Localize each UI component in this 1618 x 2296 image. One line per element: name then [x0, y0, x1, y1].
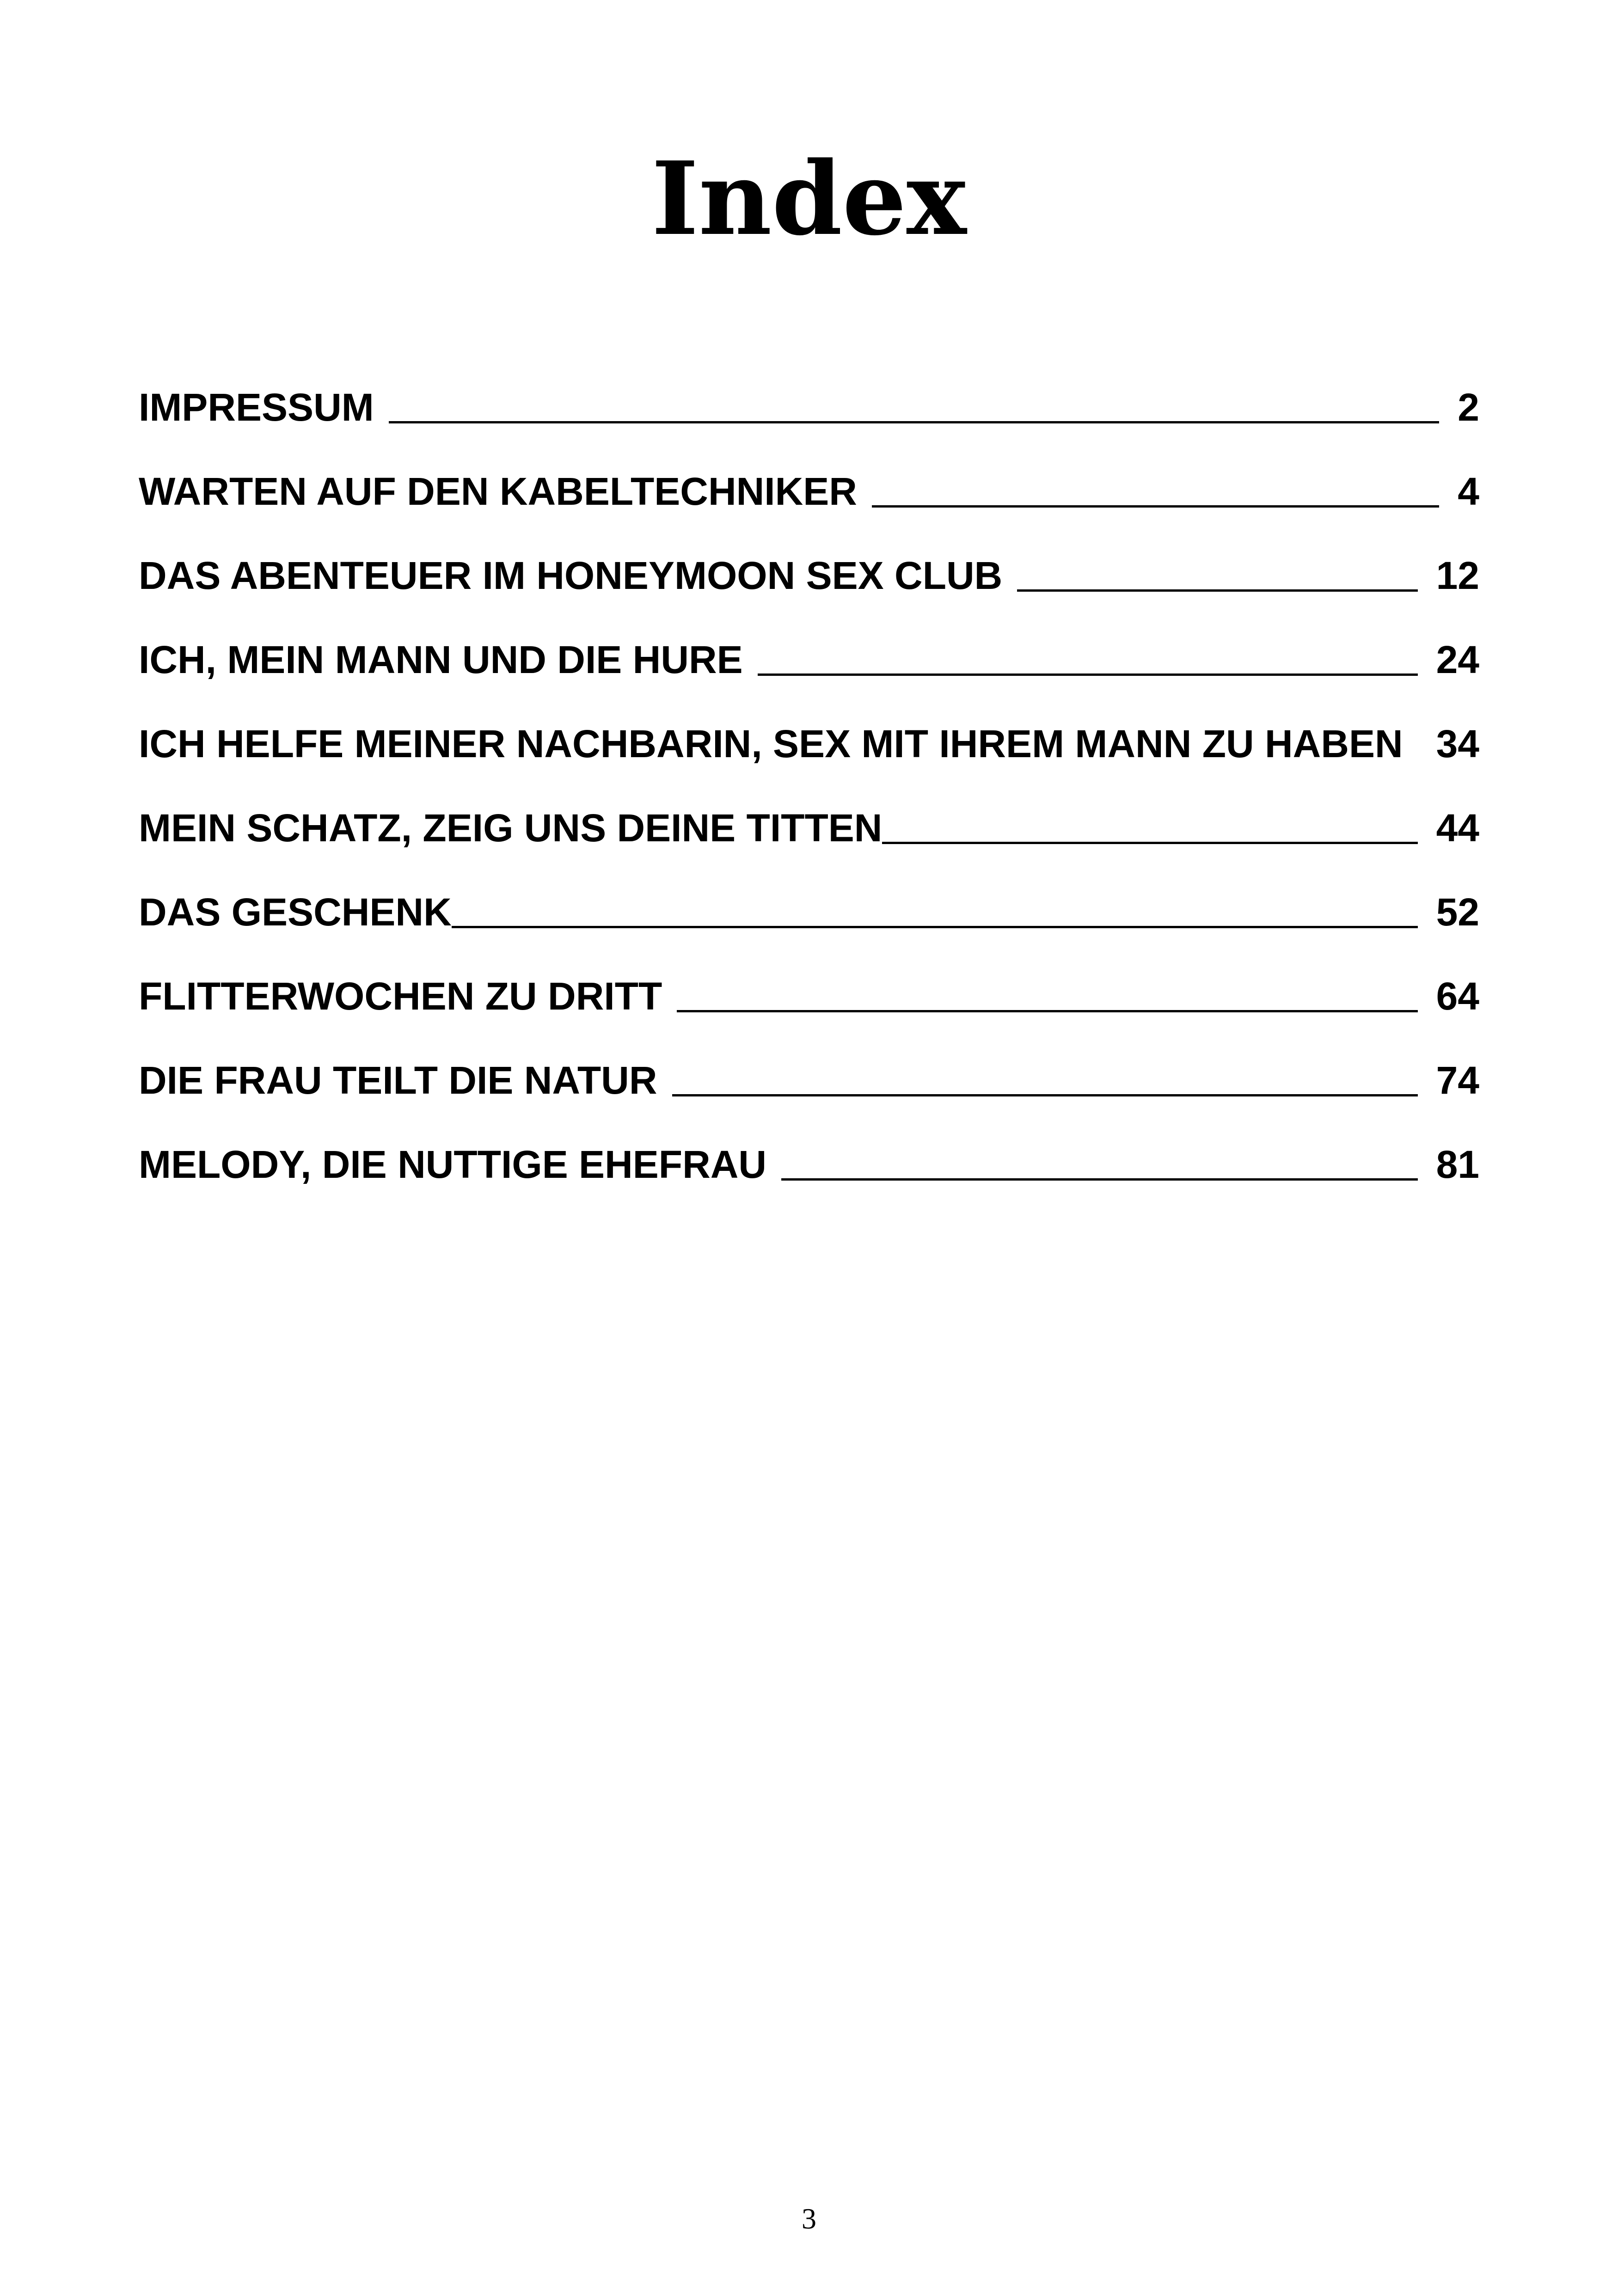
toc-leader-line [781, 1178, 1417, 1181]
toc-leader-line [677, 1010, 1417, 1012]
toc-entry-page: 74 [1436, 1059, 1479, 1102]
toc-entry-page: 34 [1436, 722, 1479, 765]
toc-entry[interactable] [139, 1122, 1479, 1206]
toc-leader-line [758, 673, 1418, 676]
toc-leader-line [452, 926, 1418, 928]
toc-entry[interactable] [139, 870, 1479, 954]
toc-leader-line [672, 1094, 1418, 1096]
toc-entry[interactable] [139, 786, 1479, 870]
toc-entry-title: FLITTERWOCHEN ZU DRITT [139, 974, 662, 1018]
toc-entry-page: 81 [1436, 1143, 1479, 1186]
toc-entry-title: MEIN SCHATZ, ZEIG UNS DEINE TITTEN [139, 806, 883, 850]
toc-entry[interactable] [139, 702, 1479, 786]
toc-leader-line [882, 842, 1417, 844]
table-of-contents [139, 365, 1479, 1206]
toc-entry-title: IMPRESSUM [139, 386, 374, 429]
toc-entry-page: 4 [1458, 470, 1479, 513]
toc-entry-title: DAS GESCHENK [139, 890, 452, 934]
toc-entry[interactable] [139, 618, 1479, 702]
toc-entry-title: DIE FRAU TEILT DIE NATUR [139, 1059, 657, 1102]
page-title: Index [651, 140, 967, 258]
toc-entry-title: WARTEN AUF DEN KABELTECHNIKER [139, 470, 857, 513]
toc-entry-page: 12 [1436, 554, 1479, 597]
toc-entry-page: 64 [1436, 974, 1479, 1018]
toc-entry[interactable] [139, 533, 1479, 618]
toc-entry-title: DAS ABENTEUER IM HONEYMOON SEX CLUB [139, 554, 1003, 597]
toc-entry-title: MELODY, DIE NUTTIGE EHEFRAU [139, 1143, 767, 1186]
toc-entry[interactable] [139, 365, 1479, 449]
toc-entry-page: 24 [1436, 638, 1479, 681]
toc-leader-line [389, 421, 1440, 423]
toc-entry-title: ICH, MEIN MANN UND DIE HURE [139, 638, 743, 681]
toc-entry[interactable] [139, 1038, 1479, 1122]
toc-entry-title: ICH HELFE MEINER NACHBARIN, SEX MIT IHREM MANN ZU HABEN [139, 722, 1403, 765]
toc-entry-page: 44 [1436, 806, 1479, 850]
toc-leader-line [1017, 589, 1417, 592]
toc-leader-line [872, 505, 1439, 508]
toc-entry-page: 52 [1436, 890, 1479, 934]
toc-entry-page: 2 [1458, 386, 1479, 429]
toc-entry[interactable] [139, 449, 1479, 533]
page-number: 3 [802, 2202, 816, 2235]
toc-entry[interactable] [139, 954, 1479, 1038]
